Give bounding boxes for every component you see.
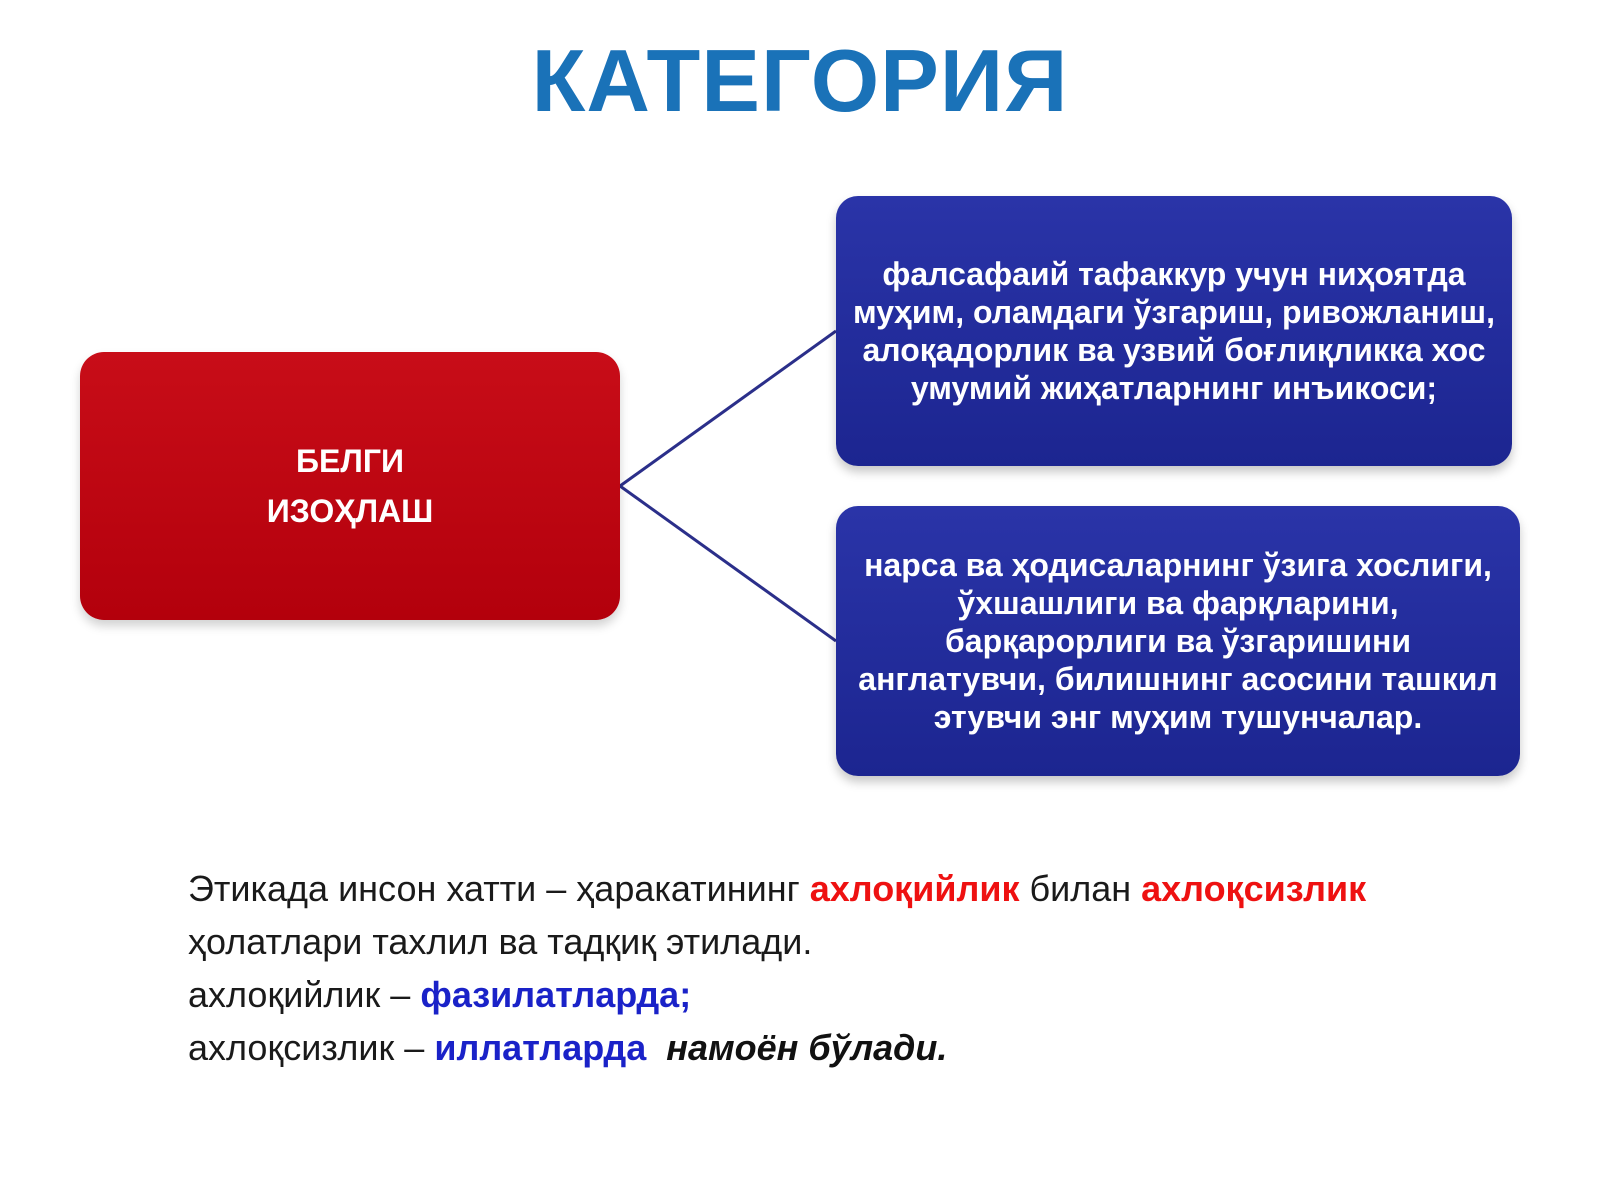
explanation-text [188,862,1518,1074]
root-node-label-line1: БЕЛГИ [296,443,404,479]
connector-line-top [620,331,836,486]
connector-line-bottom [620,486,836,641]
explanation-line-3 [188,968,1518,1021]
explanation-line-4 [188,1021,1518,1074]
explanation-line-3-prefix: ахлоқийлик – [188,974,421,1015]
root-node-label-line2: ИЗОҲЛАШ [266,493,434,529]
branch-node-2 [836,506,1520,776]
explanation-line-1-connector: билан [1019,868,1142,909]
explanation-line-4-prefix: ахлоқсизлик – [188,1027,435,1068]
explanation-line-2: ҳолатлари тахлил ва тадқиқ этилади. [188,921,813,962]
explanation-line-1-prefix: Этикада инсон хатти – ҳаракатининг [188,868,810,909]
branch-node-1-text: фалсафаий тафаккур учун ниҳоятда муҳим, оламдаги ўзгариш, ривожланиш, алоқадорлик ва узвий боғлиқликка хос умумий жиҳатларнинг инъикоси; [853,256,1495,406]
term-virtues: фазилатларда; [420,974,692,1015]
term-immorality: ахлоқсизлик [1141,868,1367,909]
root-node [80,352,620,620]
term-morality: ахлоқийлик [809,868,1020,909]
explanation-line-1 [188,862,1518,915]
term-vices: иллатларда [434,1027,647,1068]
slide-title: КАТЕГОРИЯ [531,31,1069,130]
explanation-line-4-suffix: намоён бўлади. [666,1027,948,1068]
branch-node-2-text: нарса ва ҳодисаларнинг ўзига хослиги, ўхшашлиги ва фарқларини, барқарорлиги ва ўзгаришини англатувчи, билишнинг асосини ташкил этувчи энг муҳим тушунчалар. [858,547,1498,735]
branch-node-1 [836,196,1512,466]
